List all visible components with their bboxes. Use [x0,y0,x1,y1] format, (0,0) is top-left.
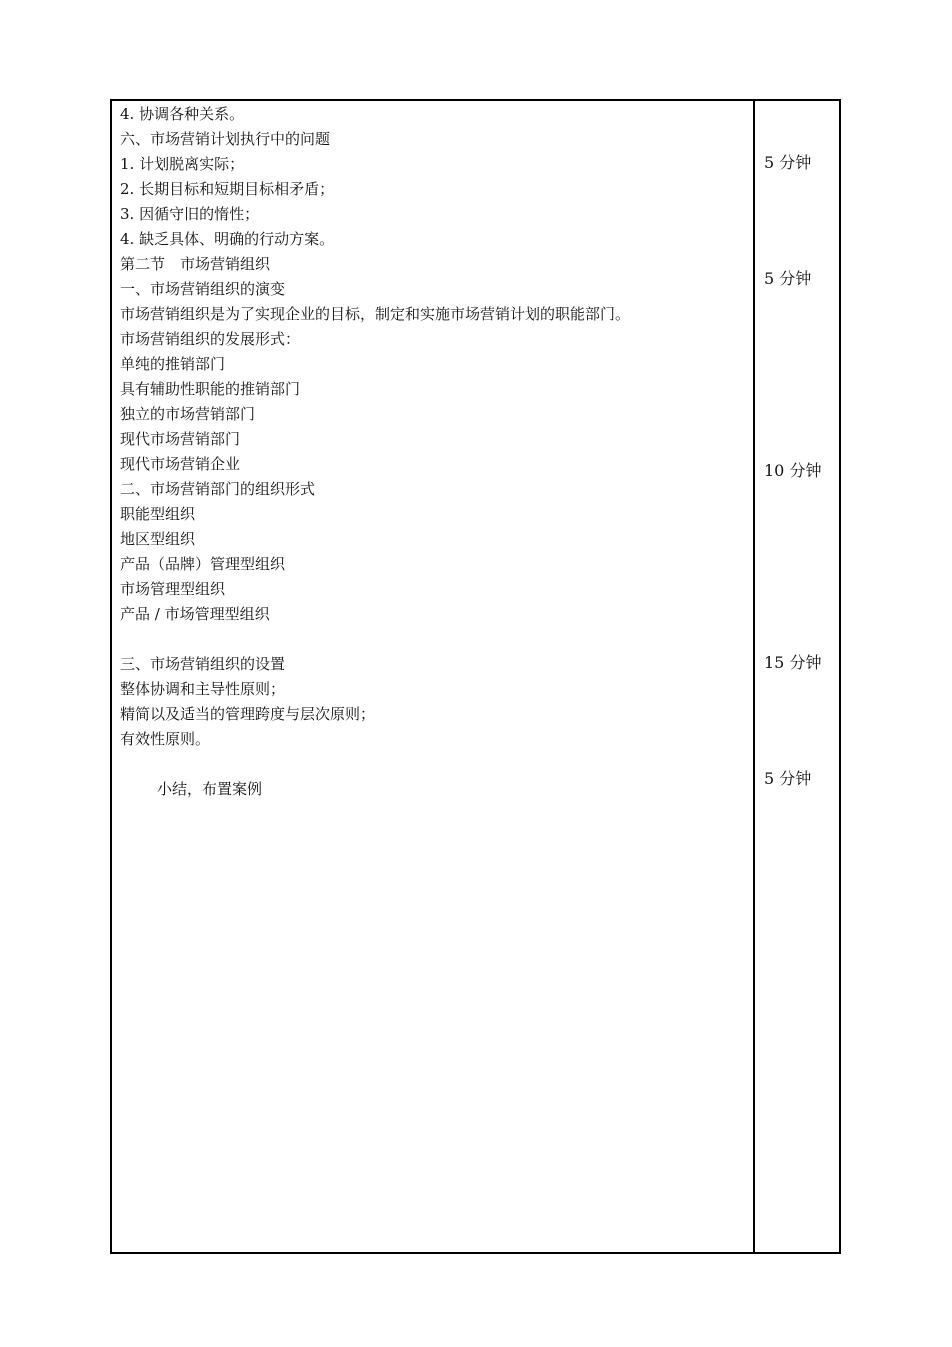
content-line: 职能型组织 [120,505,196,523]
time-allocation: 5 分钟 [764,769,812,788]
content-line: 3. 因循守旧的惰性； [120,205,260,223]
summary-line: 小结，布置案例 [157,780,263,798]
column-divider [753,101,755,1252]
content-line: 现代市场营销部门 [120,430,241,448]
content-line: 4. 协调各种关系。 [120,105,245,123]
content-line: 单纯的推销部门 [120,355,226,373]
content-line: 市场管理型组织 [120,580,226,598]
content-line: 1. 计划脱离实际； [120,155,245,173]
content-line: 有效性原则。 [120,730,211,748]
content-line: 2. 长期目标和短期目标相矛盾； [120,180,335,198]
content-line: 具有辅助性职能的推销部门 [120,380,301,398]
content-line: 六、市场营销计划执行中的问题 [120,130,331,148]
time-allocation: 5 分钟 [764,269,812,288]
content-line: 精简以及适当的管理跨度与层次原则； [120,705,376,723]
content-line: 4. 缺乏具体、明确的行动方案。 [120,230,335,248]
time-allocation: 5 分钟 [764,153,812,172]
time-allocation: 10 分钟 [764,461,822,480]
content-line: 一、市场营销组织的演变 [120,280,286,298]
lesson-plan-table [110,99,841,1254]
content-line: 现代市场营销企业 [120,455,241,473]
content-line: 产品（品牌）管理型组织 [120,555,286,573]
content-line: 整体协调和主导性原则； [120,680,286,698]
content-line: 三、市场营销组织的设置 [120,655,286,673]
content-line: 二、市场营销部门的组织形式 [120,480,316,498]
content-line: 市场营销组织的发展形式： [120,330,301,348]
content-line: 地区型组织 [120,530,196,548]
content-line: 市场营销组织是为了实现企业的目标，制定和实施市场营销计划的职能部门。 [120,305,631,323]
time-allocation: 15 分钟 [764,653,822,672]
content-line: 独立的市场营销部门 [120,405,256,423]
content-line: 产品 / 市场管理型组织 [120,605,270,623]
section-heading: 第二节 市场营销组织 [120,255,271,273]
